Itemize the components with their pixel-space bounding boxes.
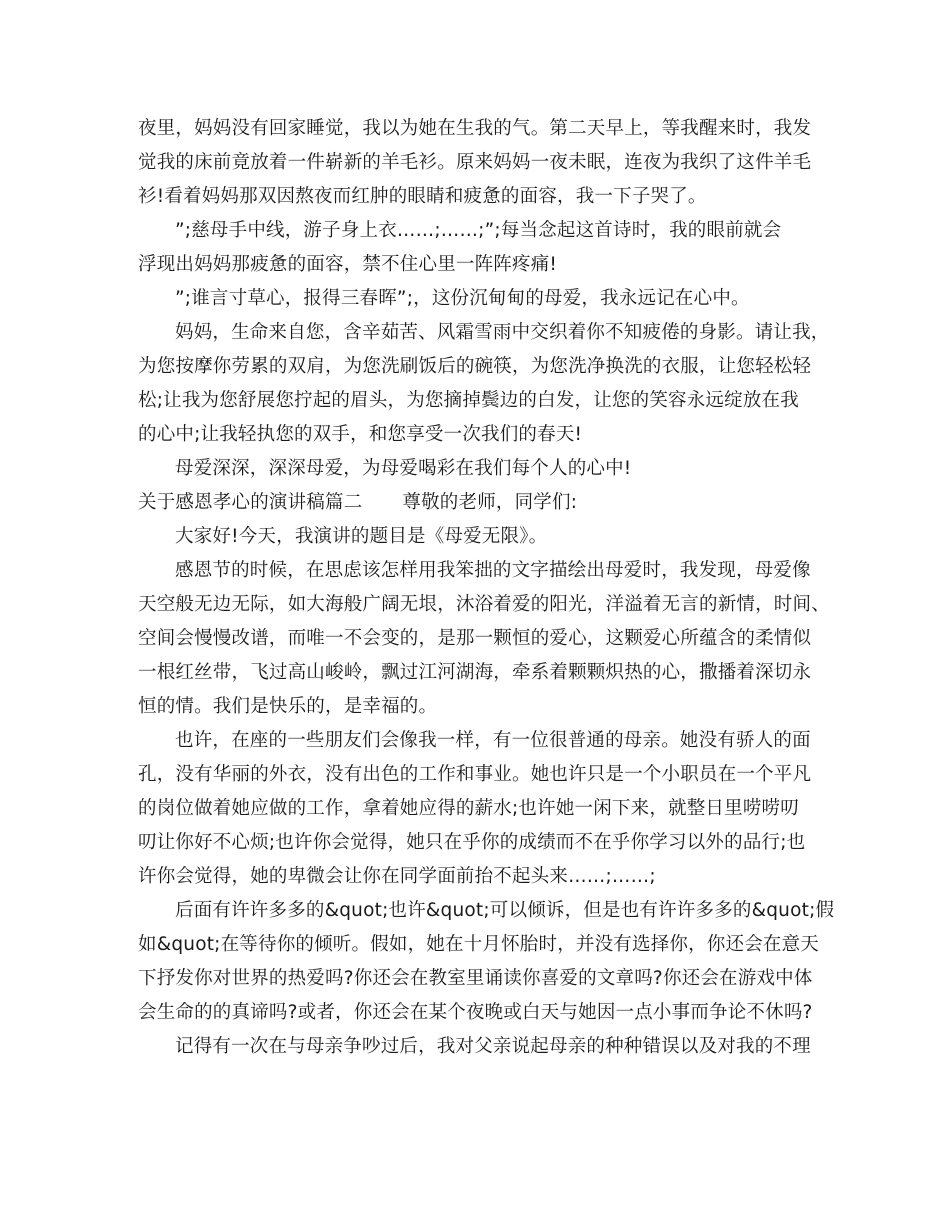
text-line: 叨让你好不心烦;也许你会觉得，她只在乎你的成绩而不在乎你学习以外的品行;也 [138, 832, 806, 853]
text-line: ”;慈母手中线，游子身上衣……;……;”;每当念起这首诗时，我的眼前就会 [175, 220, 782, 241]
text-line: 记得有一次在与母亲争吵过后，我对父亲说起母亲的种种错误以及对我的不理 [175, 1036, 811, 1057]
text-line: 夜里，妈妈没有回家睡觉，我以为她在生我的气。第二天早上，等我醒来时，我发 [138, 118, 812, 139]
section-heading-line [138, 486, 828, 520]
text-line: 天空般无边无际，如大海般广阔无垠，沐浴着爱的阳光，洋溢着无言的新情，时间、 [138, 594, 830, 615]
text-line: 会生命的的真谛吗?或者，你还会在某个夜晚或白天与她因一点小事而争论不休吗? [138, 1002, 813, 1023]
text-line: 如&quot;在等待你的倾听。假如，她在十月怀胎时，并没有选择你，你还会在意天 [138, 934, 820, 955]
text-line: 母爱深深，深深母爱，为母爱喝彩在我们每个人的心中! [175, 458, 632, 479]
text-line: 下抒发你对世界的热爱吗?你还会在教室里诵读你喜爱的文章吗?你还会在游戏中体 [138, 968, 813, 989]
text-line: 恒的情。我们是快乐的，是幸福的。 [138, 696, 438, 717]
text-line: 也许，在座的一些朋友们会像我一样，有一位很普通的母亲。她没有骄人的面 [175, 730, 811, 751]
text-line: 妈妈，生命来自您，含辛茹苦、风霜雪雨中交织着你不知疲倦的身影。请让我， [175, 322, 830, 343]
text-line: 感恩节的时候，在思虑该怎样用我笨拙的文字描绘出母爱时，我发现，母爱像 [175, 560, 811, 581]
salutation: 尊敬的老师，同学们: [402, 492, 578, 513]
text-line: 衫!看着妈妈那双因熬夜而红肿的眼睛和疲惫的面容，我一下子哭了。 [138, 186, 707, 207]
text-line: 松;让我为您舒展您拧起的眉头，为您摘掉鬓边的白发，让您的笑容永远绽放在我 [138, 390, 799, 411]
text-line: 为您按摩你劳累的双肩，为您洗刷饭后的碗筷，为您洗净换洗的衣服，让您轻松轻 [138, 356, 812, 377]
text-line: 觉我的床前竟放着一件崭新的羊毛衫。原来妈妈一夜未眠，连夜为我织了这件羊毛 [138, 152, 812, 173]
text-line: 后面有许许多多的&quot;也许&quot;可以倾诉，但是也有许许多多的&quot;假 [175, 900, 835, 921]
text-line: 一根红丝带，飞过高山峻岭，飘过江河湖海，牵系着颗颗炽热的心，撒播着深切永 [138, 662, 812, 683]
text-line: 孔，没有华丽的外衣，没有出色的工作和事业。她也许只是一个小职员在一个平凡 [138, 764, 812, 785]
text-line: 大家好!今天，我演讲的题目是《母爱无限》。 [175, 526, 548, 547]
text-line: ”;谁言寸草心，报得三春晖”;，这份沉甸甸的母爱，我永远记在心中。 [175, 288, 750, 309]
text-line: 空间会慢慢改谱，而唯一不会变的，是那一颗恒的爱心，这颗爱心所蕴含的柔情似 [138, 628, 812, 649]
text-line: 浮现出妈妈那疲惫的面容，禁不住心里一阵阵疼痛! [138, 254, 558, 275]
document-body [138, 112, 835, 1064]
text-line: 许你会觉得，她的卑微会让你在同学面前抬不起头来……;……; [138, 866, 656, 887]
section-title: 关于感恩孝心的演讲稿篇二 [138, 492, 363, 513]
text-line: 的心中;让我轻执您的双手，和您享受一次我们的春天! [138, 424, 583, 445]
text-line: 的岗位做着她应做的工作，拿着她应得的薪水;也许她一闲下来，就整日里唠唠叨 [138, 798, 799, 819]
